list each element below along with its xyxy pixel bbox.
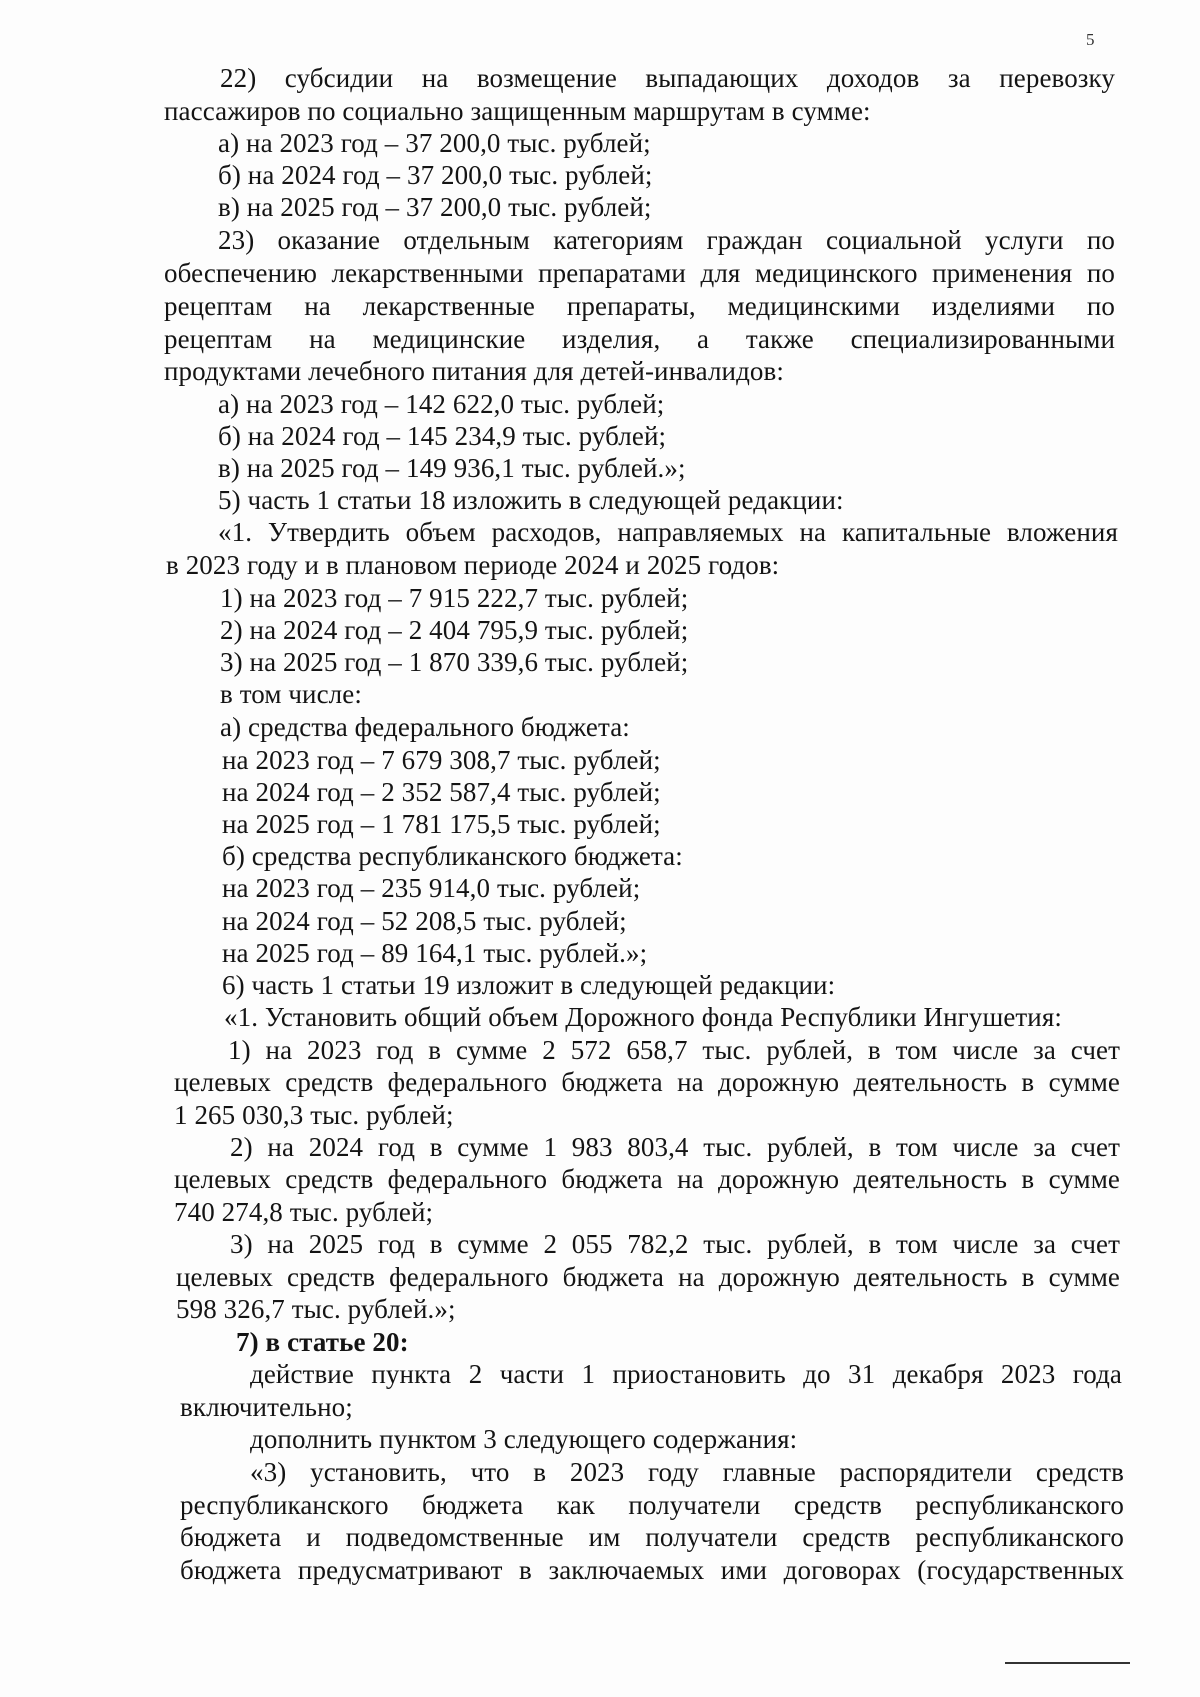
page-number: 5 xyxy=(1086,30,1095,49)
text-line: на 2023 год – 235 914,0 тыс. рублей; xyxy=(222,873,641,903)
text-line: в 2023 году и в плановом периоде 2024 и 2025 годов: xyxy=(166,550,780,580)
text-line: на 2025 год – 1 781 175,5 тыс. рублей; xyxy=(222,809,661,839)
text-line: в) на 2025 год – 149 936,1 тыс. рублей.»; xyxy=(218,453,686,483)
text-line: 6) часть 1 статьи 19 изложит в следующей редакции: xyxy=(222,970,836,1000)
text-line: б) средства республиканского бюджета: xyxy=(222,841,683,871)
text-line: дополнить пунктом 3 следующего содержания: xyxy=(250,1424,798,1454)
text-line: 23) оказание отдельным категориям граждан социальной услуги по xyxy=(218,225,1115,255)
text-line: рецептам на лекарственные препараты, медицинскими изделиями по xyxy=(164,291,1115,321)
text-line: на 2025 год – 89 164,1 тыс. рублей.»; xyxy=(222,938,648,968)
text-line: 3) на 2025 год в сумме 2 055 782,2 тыс. рублей, в том числе за счет xyxy=(230,1229,1120,1259)
text-line: 2) на 2024 год в сумме 1 983 803,4 тыс. рублей, в том числе за счет xyxy=(230,1132,1120,1162)
text-line: а) средства федерального бюджета: xyxy=(220,712,630,742)
text-line: бюджета предусматривают в заключаемых ими договорах (государственных xyxy=(180,1555,1124,1585)
text-line: продуктами лечебного питания для детей-инвалидов: xyxy=(164,356,784,386)
text-line: целевых средств федерального бюджета на дорожную деятельность в сумме xyxy=(174,1164,1120,1194)
text-line: «1. Установить общий объем Дорожного фонда Республики Ингушетия: xyxy=(224,1002,1062,1032)
text-line: б) на 2024 год – 145 234,9 тыс. рублей; xyxy=(218,421,667,451)
text-line: целевых средств федерального бюджета на дорожную деятельность в сумме xyxy=(176,1262,1120,1292)
text-line: на 2023 год – 7 679 308,7 тыс. рублей; xyxy=(222,745,661,775)
text-line: 5) часть 1 статьи 18 изложить в следующей редакции: xyxy=(218,485,844,515)
text-line: обеспечению лекарственными препаратами для медицинского применения по xyxy=(164,258,1115,288)
text-line: 2) на 2024 год – 2 404 795,9 тыс. рублей; xyxy=(220,615,689,645)
text-line: республиканского бюджета как получатели средств республиканского xyxy=(180,1490,1124,1520)
section-heading: 7) в статье 20: xyxy=(236,1327,409,1357)
text-line: пассажиров по социально защищенным маршрутам в сумме: xyxy=(164,96,871,126)
text-line: 1 265 030,3 тыс. рублей; xyxy=(174,1100,454,1130)
text-line: «3) установить, что в 2023 году главные распорядители средств xyxy=(250,1457,1124,1487)
text-line: 1) на 2023 год – 7 915 222,7 тыс. рублей; xyxy=(220,583,689,613)
text-line: целевых средств федерального бюджета на дорожную деятельность в сумме xyxy=(174,1067,1120,1097)
text-line: на 2024 год – 2 352 587,4 тыс. рублей; xyxy=(222,777,661,807)
text-line: б) на 2024 год – 37 200,0 тыс. рублей; xyxy=(218,160,653,190)
footer-rule xyxy=(1005,1662,1130,1664)
text-line: включительно; xyxy=(180,1392,353,1422)
text-line: 3) на 2025 год – 1 870 339,6 тыс. рублей; xyxy=(220,647,689,677)
text-line: а) на 2023 год – 142 622,0 тыс. рублей; xyxy=(218,389,665,419)
text-line: рецептам на медицинские изделия, а также специализированными xyxy=(164,324,1115,354)
text-line: 1) на 2023 год в сумме 2 572 658,7 тыс. рублей, в том числе за счет xyxy=(228,1035,1120,1065)
text-line: 22) субсидии на возмещение выпадающих доходов за перевозку xyxy=(220,63,1115,93)
text-line: 598 326,7 тыс. рублей.»; xyxy=(176,1294,456,1324)
text-line: бюджета и подведомственные им получатели средств республиканского xyxy=(180,1522,1124,1552)
text-line: действие пункта 2 части 1 приостановить до 31 декабря 2023 года xyxy=(250,1359,1122,1389)
text-line: в) на 2025 год – 37 200,0 тыс. рублей; xyxy=(218,192,652,222)
text-line: а) на 2023 год – 37 200,0 тыс. рублей; xyxy=(218,128,651,158)
text-line: 740 274,8 тыс. рублей; xyxy=(174,1197,434,1227)
text-line: «1. Утвердить объем расходов, направляемых на капитальные вложения xyxy=(218,517,1118,547)
text-line: на 2024 год – 52 208,5 тыс. рублей; xyxy=(222,906,627,936)
text-line: в том числе: xyxy=(220,679,362,709)
